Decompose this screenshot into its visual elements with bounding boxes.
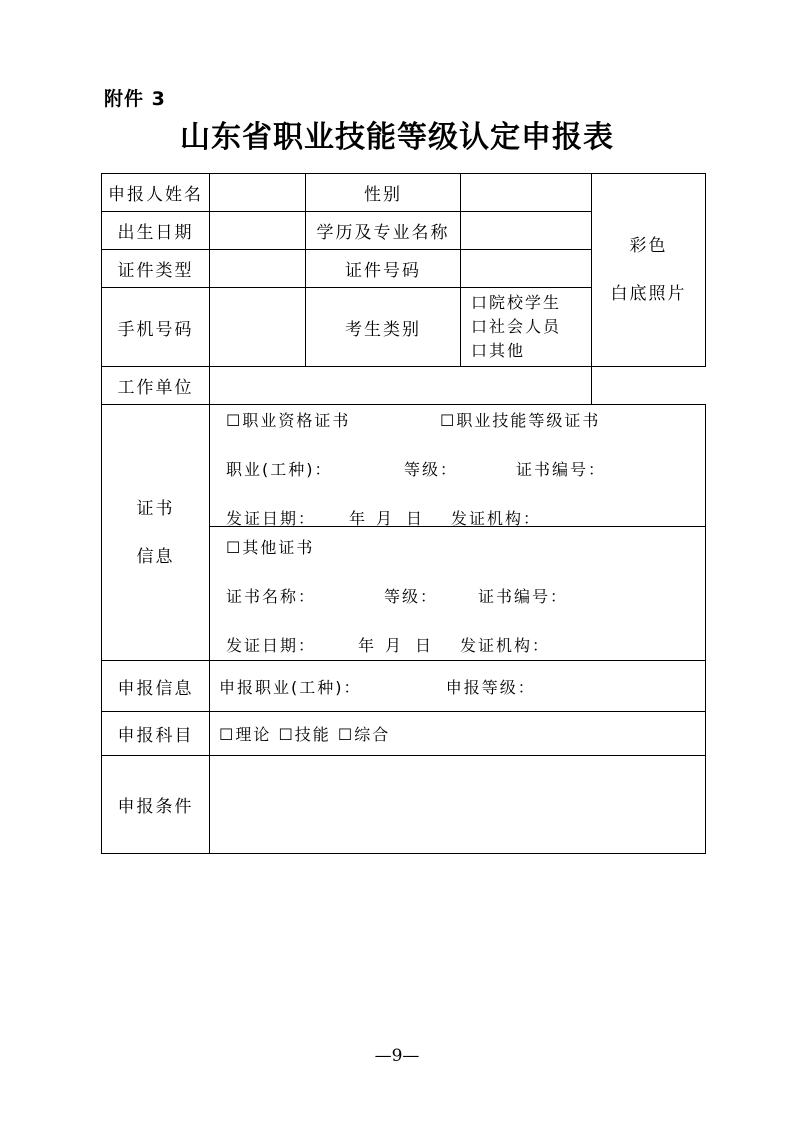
gender-label: 性别 <box>306 174 461 212</box>
form-title: 山东省职业技能等级认定申报表 <box>180 120 614 155</box>
cert1-level-label: 等级： <box>404 460 459 479</box>
cert-other-checkbox[interactable]: ☐其他证书 <box>226 538 315 557</box>
row-apply-info <box>102 661 706 712</box>
photo-text-line2: 白底照片 <box>610 284 687 304</box>
cert2-issue-date-label: 发证日期： <box>226 636 317 655</box>
work-unit-field[interactable] <box>210 367 592 405</box>
birth-date-label: 出生日期 <box>102 212 210 250</box>
cert2-year: 年 <box>358 636 377 655</box>
phone-label: 手机号码 <box>102 288 210 367</box>
education-field[interactable] <box>461 212 592 250</box>
subject-option-skill[interactable]: ☐技能 <box>278 725 331 744</box>
apply-condition-label: 申报条件 <box>102 756 210 854</box>
cert1-issue-date-label: 发证日期： <box>226 509 317 528</box>
application-form-table <box>101 173 706 854</box>
photo-area[interactable] <box>592 174 706 367</box>
cert-skill-level-checkbox[interactable]: ☐职业技能等级证书 <box>440 411 601 430</box>
candidate-option-social[interactable]: 口社会人员 <box>471 317 562 336</box>
apply-condition-field[interactable] <box>210 756 706 854</box>
candidate-type-label: 考生类别 <box>306 288 461 367</box>
gender-field[interactable] <box>461 174 592 212</box>
id-type-label: 证件类型 <box>102 250 210 288</box>
cert1-issuer-label: 发证机构： <box>451 509 542 528</box>
cert-info-label-line1: 证书 <box>136 498 175 519</box>
cert-block2 <box>210 527 706 661</box>
row-apply-subject <box>102 712 706 756</box>
applicant-name-label: 申报人姓名 <box>102 174 210 212</box>
subject-option-comprehensive[interactable]: ☐综合 <box>337 725 391 744</box>
applicant-name-field[interactable] <box>210 174 306 212</box>
apply-info-field[interactable] <box>210 661 706 712</box>
cert1-month: 月 <box>376 509 395 528</box>
phone-field[interactable] <box>210 288 306 367</box>
education-label: 学历及专业名称 <box>306 212 461 250</box>
subject-option-theory[interactable]: ☐理论 <box>219 725 272 744</box>
work-unit-label: 工作单位 <box>102 367 210 405</box>
apply-subject-options <box>210 712 706 756</box>
cert-info-label-line2: 信息 <box>136 546 175 567</box>
cert2-level-label: 等级： <box>384 587 439 606</box>
cert1-number-label: 证书编号： <box>516 460 607 479</box>
page-number: —9— <box>374 1046 420 1066</box>
row-apply-condition <box>102 756 706 854</box>
candidate-option-other[interactable]: 口其他 <box>471 341 526 360</box>
id-number-label: 证件号码 <box>306 250 461 288</box>
candidate-option-student[interactable]: 口院校学生 <box>471 293 562 312</box>
cert2-number-label: 证书编号： <box>478 587 569 606</box>
cert-block1 <box>210 405 706 527</box>
row-cert-block1 <box>102 405 706 527</box>
id-type-field[interactable] <box>210 250 306 288</box>
apply-info-label: 申报信息 <box>102 661 210 712</box>
apply-level-label: 申报等级： <box>445 677 536 697</box>
cert2-name-label: 证书名称： <box>226 587 317 606</box>
row-name-gender <box>102 174 706 212</box>
apply-occupation-label: 申报职业(工种)： <box>219 677 362 697</box>
cert2-day: 日 <box>415 636 434 655</box>
birth-date-field[interactable] <box>210 212 306 250</box>
attachment-label: 附件 3 <box>104 88 166 110</box>
apply-subject-label: 申报科目 <box>102 712 210 756</box>
candidate-type-options <box>461 288 592 367</box>
cert1-occupation-label: 职业(工种)： <box>226 460 333 479</box>
cert2-issuer-label: 发证机构： <box>460 636 551 655</box>
cert1-day: 日 <box>406 509 425 528</box>
row-work-unit <box>102 367 706 405</box>
cert1-year: 年 <box>349 509 368 528</box>
cert-qualification-checkbox[interactable]: ☐职业资格证书 <box>226 411 351 430</box>
cert2-month: 月 <box>385 636 404 655</box>
cert-info-label <box>102 405 210 661</box>
id-number-field[interactable] <box>461 250 592 288</box>
photo-text-line1: 彩色 <box>629 236 668 256</box>
